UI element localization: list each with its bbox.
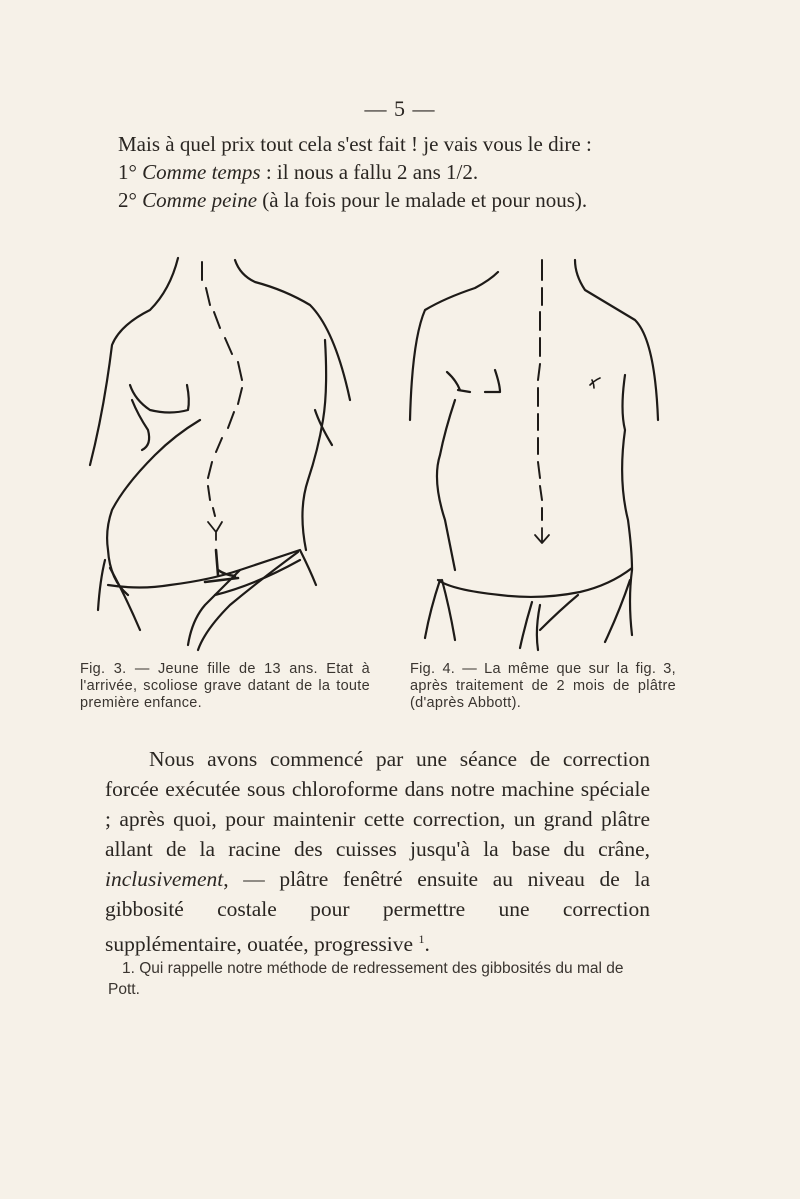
intro-line-1: Mais à quel prix tout cela s'est fait ! je vais vous le dire : (118, 132, 592, 156)
figure-3-caption: Fig. 3. — Jeune fille de 13 ans. Etat à l'arrivée, scoliose grave datant de la toute première enfance. (80, 661, 370, 711)
intro-line-3-rest: (à la fois pour le malade et pour nous). (257, 188, 588, 212)
intro-line-2-prefix: 1° (118, 160, 143, 184)
page-number: — 5 — (364, 96, 436, 121)
figure-4-caption: Fig. 4. — La même que sur la fig. 3, après traitement de 2 mois de plâtre (d'après Abbott). (410, 661, 676, 711)
footnote (108, 958, 653, 1000)
footnote-text: 1. Qui rappelle notre méthode de redressement des gibbosités du mal de Pott. (108, 960, 624, 998)
intro-line-2-italic: Comme temps (142, 160, 261, 184)
torso-illustrations (80, 250, 680, 655)
body-paragraph-text (105, 744, 650, 959)
body-paragraph (105, 744, 650, 959)
figure-3-drawing (90, 258, 350, 650)
intro-line-2 (118, 158, 678, 186)
intro-line-3 (118, 186, 678, 214)
body-text-part1: Nous avons commencé par une séance de correction forcée exécutée sous chloroforme dans notre machine spéciale ; après quoi, pour maintenir cette correction, un grand plâtre allant de la racine des cuisses jusqu'à la base du crâne, (105, 747, 650, 861)
body-text-part2: , — plâtre fenêtré ensuite au niveau de la gibbosité costale pour permettre une correction supplémentaire, ouatée, progressive (105, 867, 650, 957)
intro-line-2-rest: : il nous a fallu 2 ans 1/2. (260, 160, 479, 184)
footnote-reference: 1 (418, 932, 425, 946)
intro-line-3-italic: Comme peine (142, 188, 258, 212)
intro-paragraph (118, 130, 678, 214)
figure-4-drawing (410, 260, 658, 650)
intro-line-3-prefix: 2° (118, 188, 143, 212)
body-text-part3: . (424, 932, 430, 957)
body-text-italic: inclusivement (105, 867, 224, 891)
